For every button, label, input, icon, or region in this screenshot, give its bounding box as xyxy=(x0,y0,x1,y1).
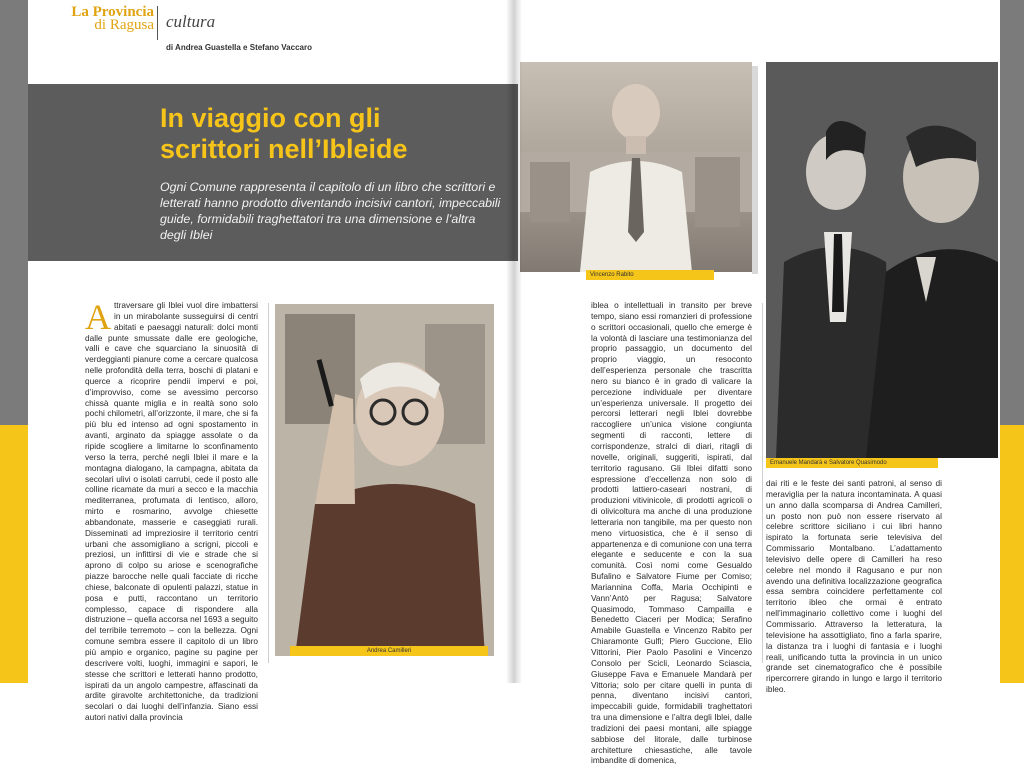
photo-vincenzo-rabito xyxy=(520,62,752,272)
body-column-1 xyxy=(85,297,258,723)
left-page-edge-accent xyxy=(0,425,28,683)
portrait-figures xyxy=(766,62,998,458)
photo-shadow xyxy=(752,66,758,274)
column-rule xyxy=(268,303,269,663)
caption-camilleri: Andrea Camilleri xyxy=(290,646,488,656)
caption-mandara-quasimodo: Emanuele Mandarà e Salvatore Quasimodo xyxy=(766,458,938,468)
paragraph: iblea o intellettuali in transito per breve tempo, siano essi romanzieri di professione o scrittori occasionali, quello che emerge è la volontà di lasciare una testimonianza del proprio passaggio, un documento del proprio viaggio, un resoconto dell’esperienza personale che trascritta nero su bianco è in grado di valicare la percezione individuale per diventare un’esperienza universale. Il progetto dei percorsi letterari negli Iblei dovrebbe raccogliere un’unica visione congiunta segmenti di racconti, lettere di corrispondenze, stralci di diari, ritagli di novelle, originali, suggeriti, ispirati, dal territorio ragusano. Gli Iblei difatti sono espressione d’eccellenza non solo di prodotti lattiero-caseari nostrani, di produzioni vitivinicole, di prodotti agricoli o di olivicoltura ma anche di una produzione letteraria non tangibile, ma per questo non meno virtuosistica, che è il senso di appartenenza e di comunione con una terra elegante e seducente e con la sua comunità. Così nomi come Gesualdo Bufalino e Salvatore Fiume per Comiso; Mariannina Coffa, Maria Occhipinti e Vann’Antò per Ragusa; Salvatore Quasimodo, Tommaso Campailla e Benedetto Ciaceri per Modica; Serafino Amabile Guastella e Vincenzo Rabito per Chiaramonte Gulfi; Piero Guccione, Elio Vittorini, Pier Paolo Pasolini e Vincenzo Consolo per Scicli, Leonardo Sciascia, Giuseppe Fava e Emanuele Mandarà per Vittoria; solo per citare quelli in punta di penna, diventano incisivi cantori, impeccabili guide, formidabili traghettatori tra una dimensione e l’altra degli Iblei, dalle tradizioni dei paesi montani, alle spiagge sabbiose del litorale, dalle turbinose architetture chiesastiche, alle tavole imbandite di domenica, xyxy=(591,300,752,766)
section-label: cultura xyxy=(166,12,216,31)
byline: di Andrea Guastella e Stefano Vaccaro xyxy=(166,43,312,52)
title-line-1: In viaggio con gli xyxy=(160,103,381,133)
paragraph: dai riti e le feste dei santi patroni, al senso di meraviglia per la natura incontaminata. A quasi un anno dalla scomparsa di Andrea Camilleri, un posto non può non essere riservato al celebre scrittore siciliano i cui libri hanno ispirato la fortunata serie televisiva del Commissario Montalbano. L’adattamento televisivo delle opere di Camilleri ha reso celebre nel mondo il Ragusano e pur non avendo una definitiva localizzazione geografica essa sembra coincidere perfettamente col territorio ibleo che ormai è entrato nell’immaginario collettivo come i luoghi del Commissario. Attraverso la letteratura, la televisione ha assottigliato, fino a farla sparire, la distanza tra i luoghi di fantasia e i luoghi reali, unificando tutta la provincia in un unico grande set cinematografico che è possibile ripercorrere girando in lungo e largo il territorio ibleo. xyxy=(766,478,942,695)
photo-mandara-quasimodo xyxy=(766,62,998,458)
body-column-3 xyxy=(766,478,942,695)
portrait-figure xyxy=(275,304,494,656)
column-rule xyxy=(762,303,763,663)
article-subtitle: Ogni Comune rappresenta il capitolo di un libro che scrittori e letterati hanno prodotto diventando incisivi cantori, impeccabili guide, formidabili traghettatori tra una dimensione e l’altra degli Iblei xyxy=(160,180,501,242)
portrait-figure xyxy=(520,62,752,272)
magazine-logo xyxy=(60,6,154,32)
title-line-2: scrittori nell’Ibleide xyxy=(160,134,408,164)
logo-line-2: di Ragusa xyxy=(94,17,154,33)
photo-andrea-camilleri xyxy=(275,304,494,656)
page-gutter xyxy=(506,0,522,683)
body-column-2 xyxy=(591,300,752,766)
drop-cap: A xyxy=(85,297,111,337)
article-title xyxy=(160,103,510,165)
right-page-edge-accent xyxy=(1000,425,1024,683)
header-divider xyxy=(157,6,158,40)
caption-rabito: Vincenzo Rabito xyxy=(586,270,714,280)
paragraph: ttraversare gli Iblei vuol dire imbattersi in un mirabolante susseguirsi di centri abitati e paesaggi naturali: dolci monti dalle punte smussate dalle ere geologiche, valli e cave che squarciano la sinuosità di verdeggianti pianure come a cercare qualcosa nelle profondità della terra, boschi di platani e querce a ricoprire pendii impervi e poi, d’improvviso, come se avessimo percorso chissà quante miglia e in realtà sono solo pochi chilometri, all’orizzonte, il mare, che si fa più blu ed intenso ad ogni spostamento in avanti, arginato da spiagge assolate o da ripide scogliere a limitarne lo sconfinamento verso la terra, perché negli Iblei il mare e la montagna dialogano, la campagna, abitata da secolari ulivi o isolati carrubi, cede il posto alle colline ricamate da muri a secco e la macchia mediterranea, profumata di lentisco, alloro, mirto e rosmarino, avvolge chiesette abbandonate, masserie e caseggiati rurali. Disseminati ad impreziosire il territorio centri urbani che assomigliano a scrigni, piccoli e preziosi, un infittirsi di vie e strade che si aprono di colpo su ariose e scenografiche piazze barocche nelle quali facciate di ricche chiese, balconate di opulenti palazzi, statue in posa e putti, raccontano un territorio complesso, capace di rispondere alla distruzione – quella accorsa nel 1693 a seguito del terribile terremoto – con la bellezza. Ogni comune sembra essere il capitolo di un libro più ampio e organico, pagine su pagine per descrivere volti, luoghi, immagini e sapori, le stesse che scrittori e letterati hanno prodotto, ispirati da un angolo campestre, affascinati da ardite giravolte architettoniche, da tradizioni secolari o dai luoghi dell’infanzia. Siano essi autori nativi dalla provincia xyxy=(85,300,258,723)
logo-line-1: La Provincia xyxy=(71,4,154,20)
